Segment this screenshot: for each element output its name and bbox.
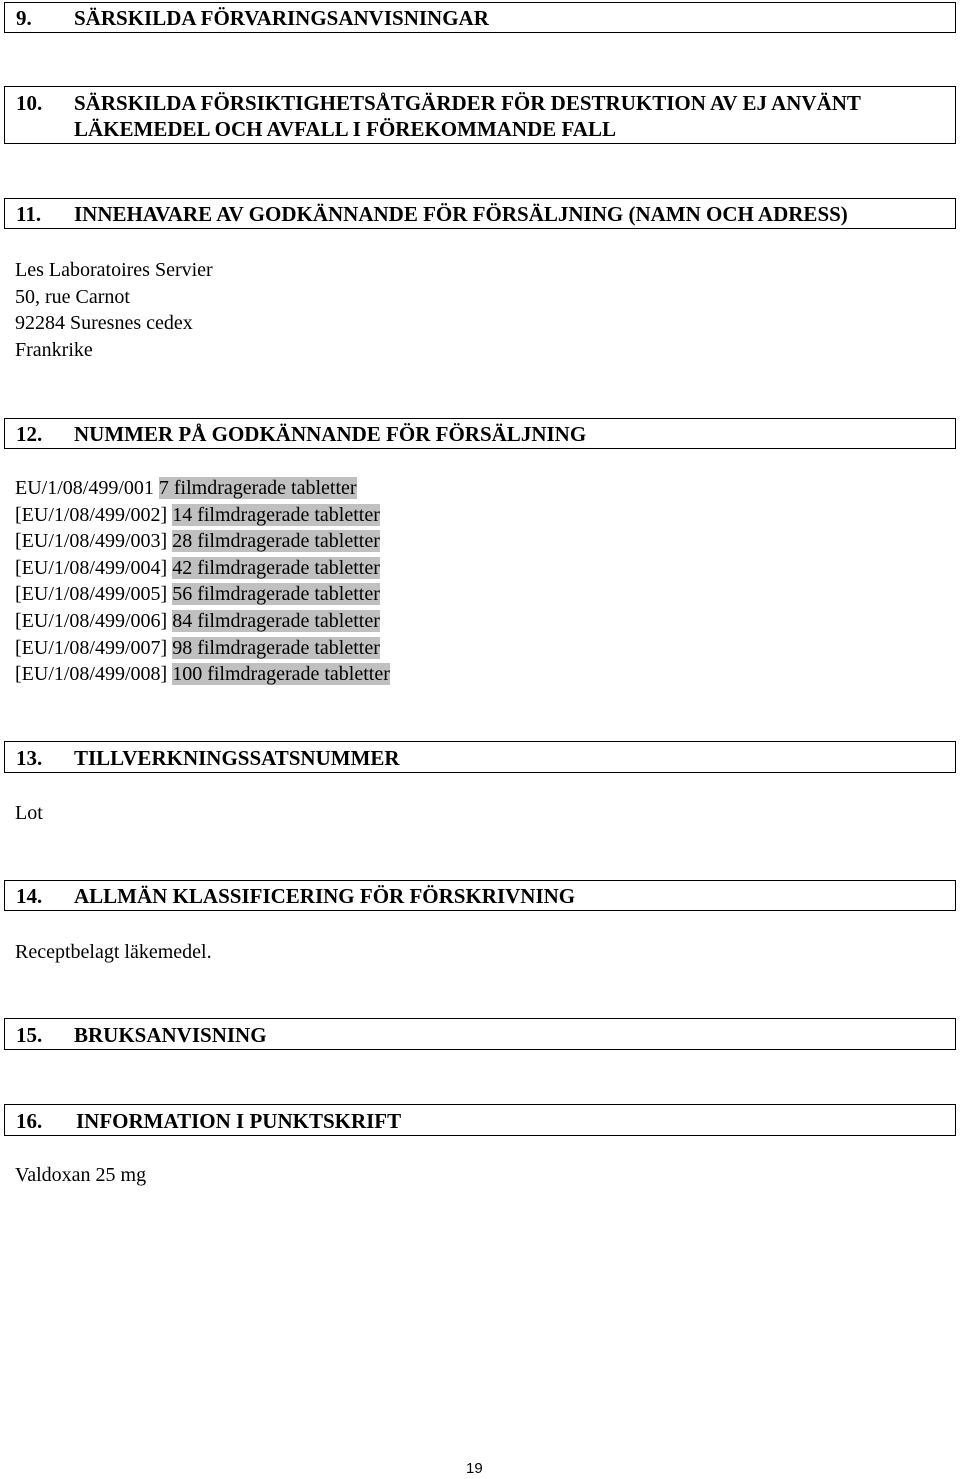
section-12-header xyxy=(4,418,956,449)
page-number: 19 xyxy=(466,1460,483,1477)
list-item xyxy=(15,635,390,662)
braille-text: Valdoxan 25 mg xyxy=(15,1164,147,1186)
authorisation-code: [EU/1/08/499/003] xyxy=(15,530,168,553)
holder-address xyxy=(15,257,213,363)
section-number: 12. xyxy=(16,422,43,446)
section-title: BRUKSANVISNING xyxy=(74,1023,267,1047)
list-item xyxy=(15,475,390,502)
section-13-header xyxy=(4,741,956,773)
section-16-header xyxy=(4,1104,956,1136)
address-line: Frankrike xyxy=(15,338,93,361)
section-number: 10. xyxy=(16,91,43,115)
section-11-header xyxy=(4,198,956,229)
authorisation-code: [EU/1/08/499/004] xyxy=(15,556,168,579)
batch-text: Lot xyxy=(15,802,43,824)
list-item xyxy=(15,661,390,688)
section-title: INFORMATION I PUNKTSKRIFT xyxy=(76,1109,402,1133)
pack-size: 100 filmdragerade tabletter xyxy=(172,663,390,686)
authorisation-code: EU/1/08/499/001 xyxy=(15,477,154,499)
list-item xyxy=(15,608,390,635)
pack-size: 28 filmdragerade tabletter xyxy=(172,530,380,553)
pack-size: 56 filmdragerade tabletter xyxy=(172,583,380,606)
section-title: SÄRSKILDA FÖRVARINGSANVISNINGAR xyxy=(74,6,489,30)
address-line: Les Laboratoires Servier xyxy=(15,259,213,281)
section-title-line-1: SÄRSKILDA FÖRSIKTIGHETSÅTGÄRDER FÖR DESTRUKTION AV EJ ANVÄNT xyxy=(74,91,861,115)
authorisation-code: [EU/1/08/499/007] xyxy=(15,636,168,659)
pack-size: 7 filmdragerade tabletter xyxy=(158,477,357,499)
section-15-header xyxy=(4,1018,956,1050)
section-number: 16. xyxy=(16,1109,43,1133)
address-line: 92284 Suresnes cedex xyxy=(15,312,193,335)
section-number: 14. xyxy=(16,884,43,908)
pack-size: 84 filmdragerade tabletter xyxy=(172,609,380,632)
section-title: ALLMÄN KLASSIFICERING FÖR FÖRSKRIVNING xyxy=(74,884,576,908)
section-number: 13. xyxy=(16,746,43,770)
classification-text: Receptbelagt läkemedel. xyxy=(15,941,212,963)
authorisation-code: [EU/1/08/499/005] xyxy=(15,583,168,606)
authorisation-code: [EU/1/08/499/002] xyxy=(15,503,168,526)
section-title: NUMMER PÅ GODKÄNNANDE FÖR FÖRSÄLJNING xyxy=(74,422,587,446)
list-item xyxy=(15,581,390,608)
pack-size: 98 filmdragerade tabletter xyxy=(172,636,380,659)
authorisation-code: [EU/1/08/499/008] xyxy=(15,663,168,686)
list-item xyxy=(15,528,390,555)
authorisation-number-list xyxy=(15,475,390,688)
section-14-header xyxy=(4,880,956,911)
section-number: 11. xyxy=(16,202,42,226)
section-title: INNEHAVARE AV GODKÄNNANDE FÖR FÖRSÄLJNING (NAMN OCH ADRESS) xyxy=(74,202,848,226)
section-9-header xyxy=(4,2,956,33)
section-title-line-2: LÄKEMEDEL OCH AVFALL I FÖREKOMMANDE FALL xyxy=(74,117,616,141)
section-number: 15. xyxy=(16,1023,43,1047)
section-title: TILLVERKNINGSSATSNUMMER xyxy=(74,746,400,770)
section-number: 9. xyxy=(16,6,32,30)
address-line: 50, rue Carnot xyxy=(15,285,130,308)
list-item xyxy=(15,555,390,582)
authorisation-code: [EU/1/08/499/006] xyxy=(15,609,168,632)
pack-size: 42 filmdragerade tabletter xyxy=(172,556,380,579)
list-item xyxy=(15,502,390,529)
pack-size: 14 filmdragerade tabletter xyxy=(172,503,380,526)
section-10-header xyxy=(4,86,956,144)
